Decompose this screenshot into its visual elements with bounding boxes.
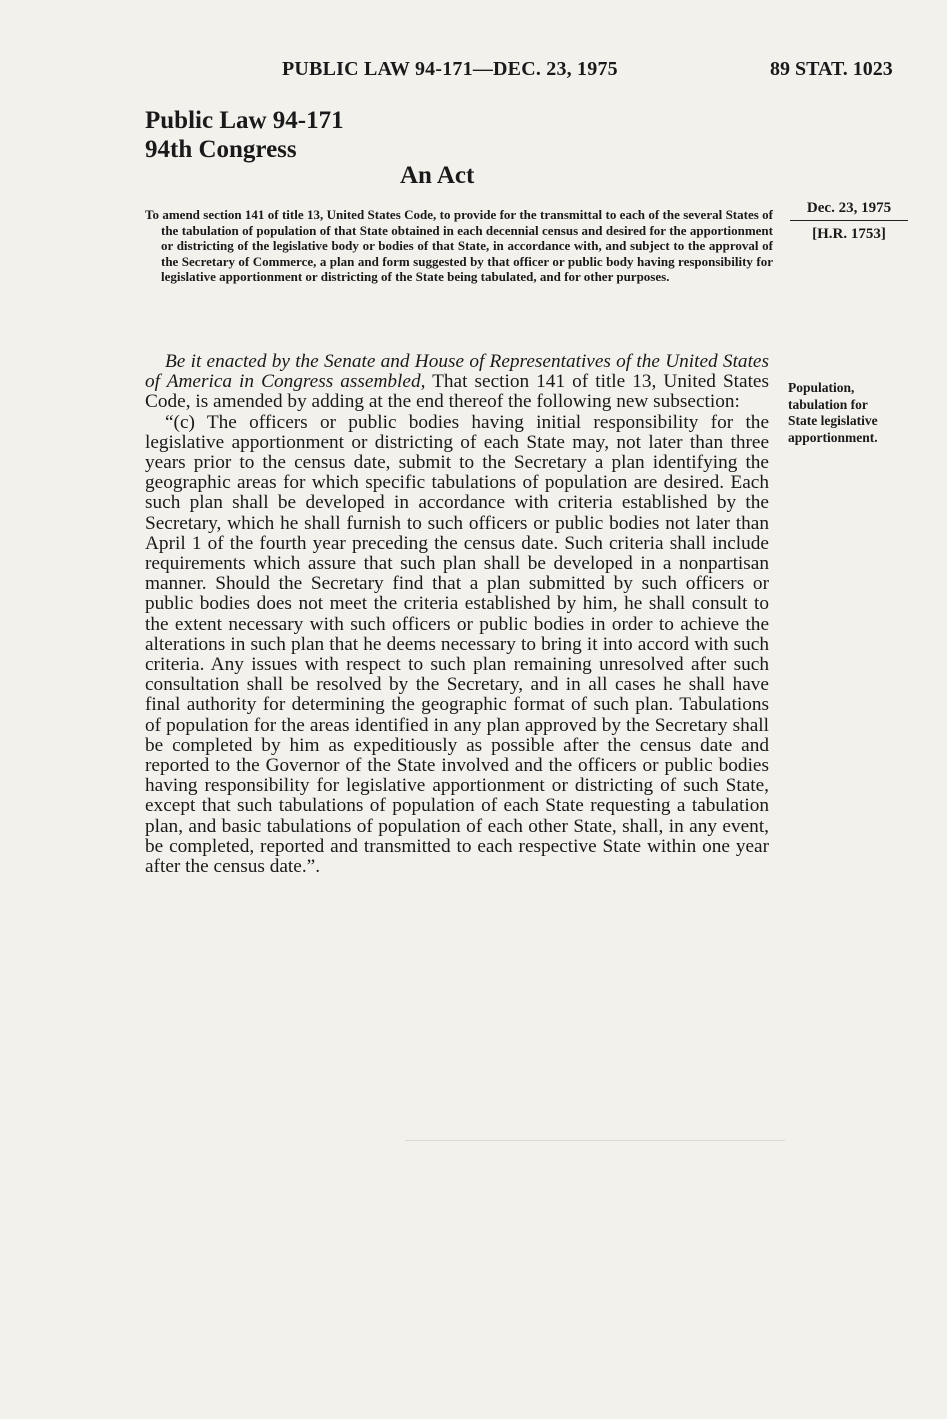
- enacting-clause-rest: That section 141 of title 13, United States Code, is amended by adding at the end thereof the following new subsection:: [145, 371, 769, 413]
- subsection-c: “(c) The officers or public bodies having initial responsibility for the legislative apportionment or districting of each State may, not later than three years prior to the census date, submit to the Secretary a plan identifying the geographic areas for which specific tabulations of population are desired. Each such plan shall be developed in accordance with criteria established by the Secretary, which he shall furnish to such officers or public bodies not later than April 1 of the fourth year preceding the census date. Such criteria shall include requirements which assure that such plan shall be developed in a nonpartisan manner. Should the Secretary find that a plan submitted by such officers or public bodies does not meet the criteria established by him, he shall consult to the extent necessary with such officers or public bodies in order to achieve the alterations in such plan that he deems necessary to bring it into accord with such criteria. Any issues with respect to such plan remaining unresolved after such consultation shall be resolved by the Secretary, and in all cases he shall have final authority for determining the geographic format of such plan. Tabulations of population for the areas identified in any plan approved by the Secretary shall be completed by him as expeditiously as possible after the census date and reported to the Governor of the State involved and the officers or public bodies having responsibility for legislative apportionment or districting of such State, except that such tabulations of population of each State requesting a tabulation plan, and basic tabulations of population of each other State, shall, in any event, be completed, reported and transmitted to each respective State within one year after the census date.”.: [145, 411, 769, 878]
- stat-reference: 89 STAT. 1023: [770, 58, 893, 80]
- margin-note: [788, 380, 918, 446]
- running-head: PUBLIC LAW 94-171—DEC. 23, 1975: [282, 58, 618, 80]
- public-law-number: Public Law 94-171: [145, 107, 344, 134]
- statute-body: [145, 352, 769, 877]
- margin-date-block: [790, 200, 908, 243]
- law-title-block: [145, 106, 344, 164]
- enactment-date: Dec. 23, 1975: [790, 200, 908, 221]
- bill-number: [H.R. 1753]: [812, 226, 886, 242]
- margin-note-line: tabulation for: [788, 396, 868, 412]
- enacting-clause: [145, 352, 769, 413]
- purpose-clause: [145, 207, 773, 285]
- margin-note-line: Population,: [788, 380, 855, 395]
- act-heading: An Act: [400, 162, 475, 189]
- congress-number: 94th Congress: [145, 136, 297, 163]
- margin-note-line: apportionment.: [788, 429, 878, 445]
- purpose-text: To amend section 141 of title 13, United States Code, to provide for the transmittal to each of the several States of the tabulation of population of that State obtained in each decennial census and desired for the apportionment or districting of the legislative body or bodies of that State, in accordance with, and subject to the approval of the Secretary of Commerce, a plan and form suggested by that officer or public body having responsibility for legislative apportionment or districting of the State being tabulated, and for other purposes.: [145, 207, 773, 284]
- enacting-formula: Be it enacted by the Senate and House of Representatives of the United States of America in Congress assembled,: [145, 351, 769, 393]
- margin-note-line: State legislative: [788, 413, 878, 428]
- bleed-through-rule: [405, 1140, 785, 1141]
